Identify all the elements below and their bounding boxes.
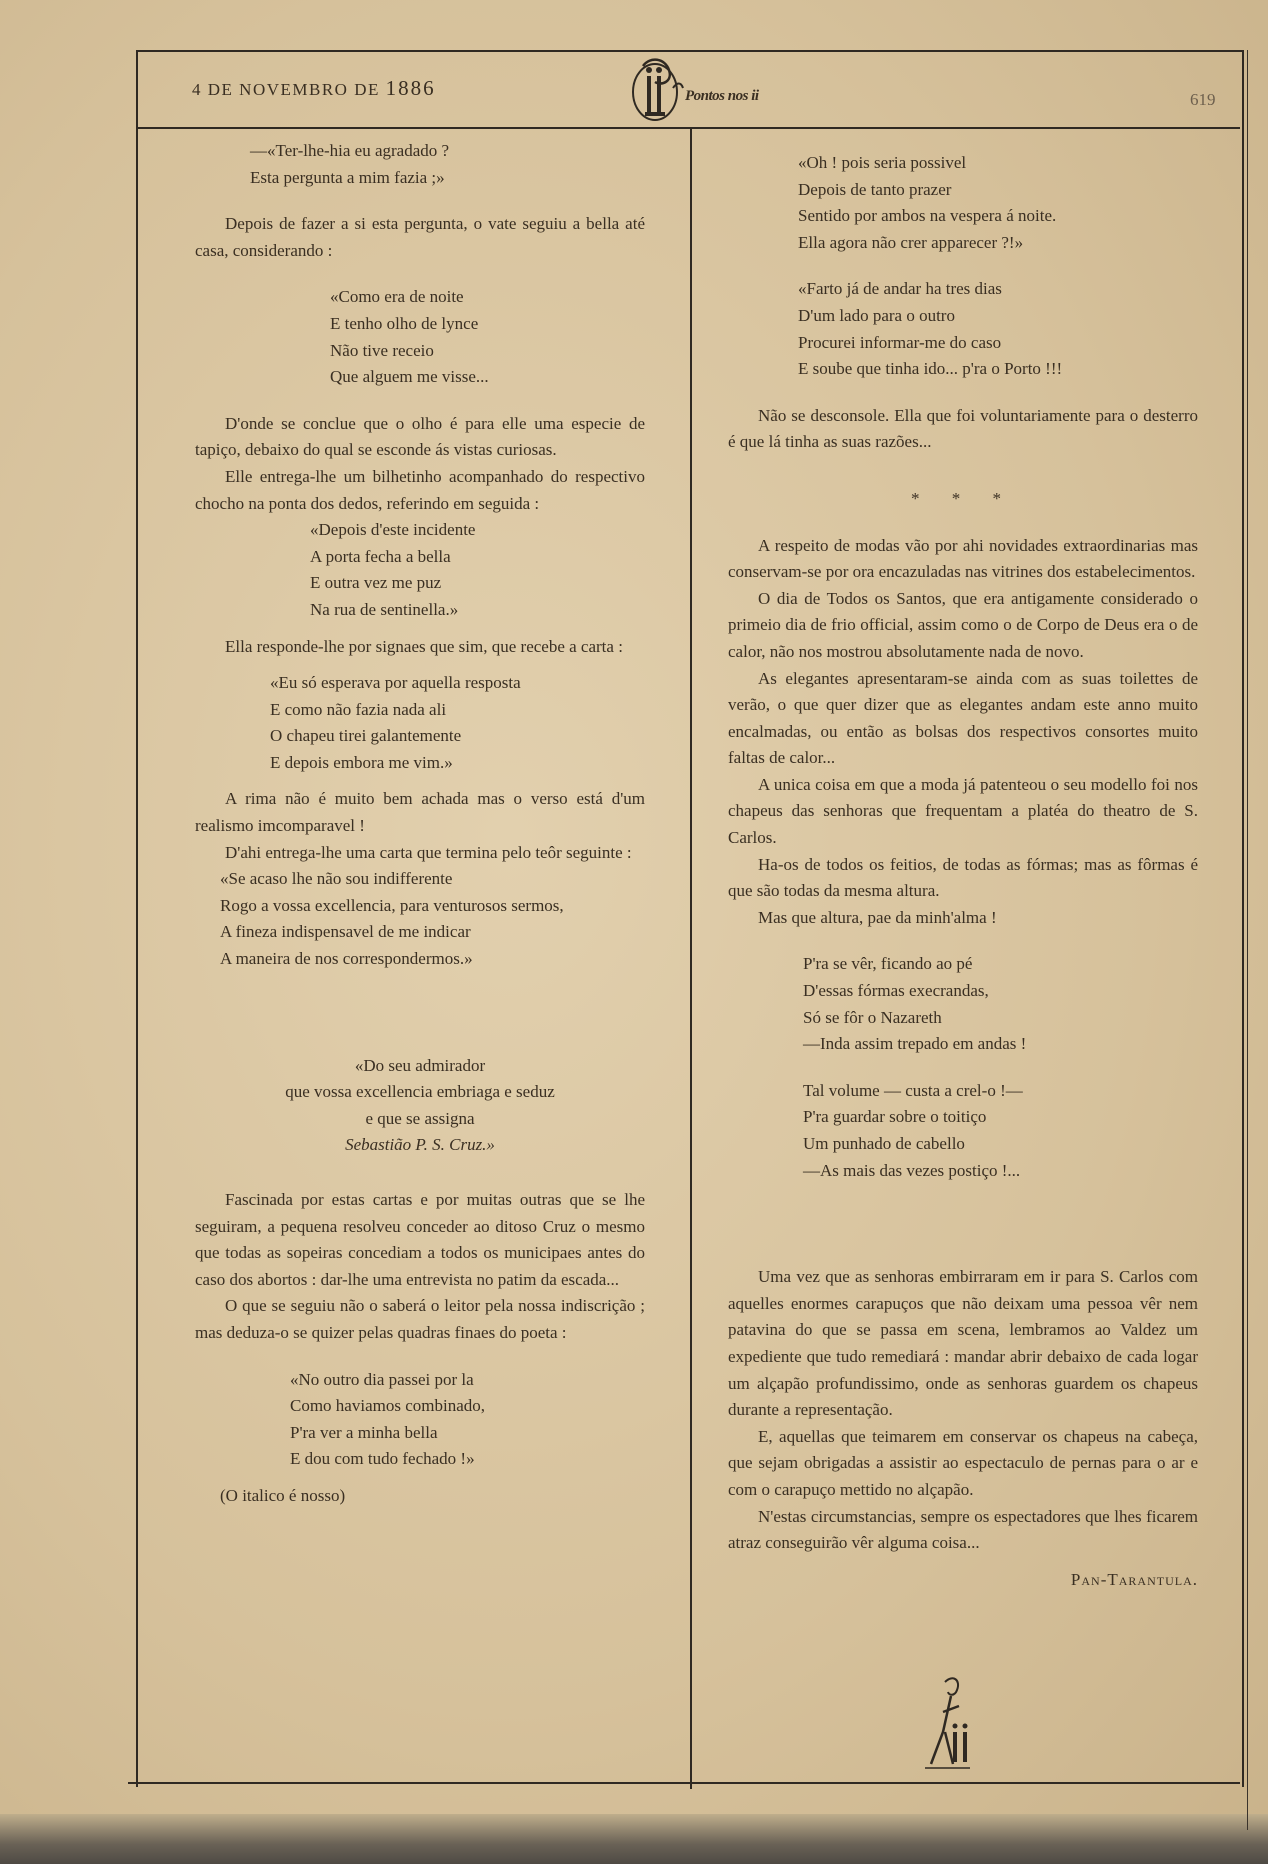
masthead-title: Pontos nos ii [685, 88, 759, 104]
footer-emblem-icon [915, 1672, 980, 1777]
paragraph: D'onde se conclue que o olho é para elle uma especie de tapiço, debaixo do qual se esconde ás vistas curiosas. [195, 413, 645, 460]
paragraph: E, aquellas que teimarem em conservar os chapeus na cabeça, que sejam obrigadas a assistir ao espectaculo de pernas para o ar e com o carapuço mettido no alçapão. [728, 1426, 1198, 1499]
verse-line: Não tive receio [330, 340, 434, 360]
verse-line: P'ra ver a minha bella [290, 1422, 438, 1442]
verse-line: «No outro dia passei por la [290, 1369, 474, 1389]
verse-line: A maneira de nos correspondermos.» [220, 949, 473, 969]
verse-line: A fineza indispensavel de me indicar [220, 922, 471, 942]
verse-line: —Inda assim trepado em andas ! [803, 1034, 1027, 1054]
verse-line: «Como era de noite [330, 287, 464, 307]
paragraph: A respeito de modas vão por ahi novidades extraordinarias mas conservam-se por ora encazuladas nas vitrines dos estabelecimentos. [728, 535, 1198, 582]
paragraph: Ella responde-lhe por signaes que sim, que recebe a carta : [225, 636, 623, 656]
author-signature: Pan-Tarantula. [1070, 1569, 1198, 1589]
verse-line: Depois de tanto prazer [798, 179, 952, 199]
verse-line: Procurei informar-me do caso [798, 332, 1002, 352]
verse-line: —As mais das vezes postiço !... [803, 1160, 1021, 1180]
date-year: 1886 [385, 76, 436, 100]
letter-signature-line: «Do seu admirador [354, 1055, 486, 1075]
paragraph: A unica coisa em que a moda já patenteou o seu modello foi nos chapeus das senhoras que frequentam a platéa do theatro de S. Carlos. [728, 774, 1198, 848]
verse-line: Um punhado de cabello [803, 1134, 965, 1153]
paragraph: A rima não é muito bem achada mas o verso está d'um realismo imcomparavel ! [195, 789, 645, 836]
paragraph: O dia de Todos os Santos, que era antigamente considerado o primeio dia de frio official, assim como o de Corpo de Deus era o de calor, não nos mostrou absolutamente nada de novo. [728, 588, 1198, 661]
page-number: 619 [1190, 90, 1216, 109]
paragraph: Mas que altura, pae da minh'alma ! [758, 907, 997, 927]
page-edge [1247, 50, 1260, 1830]
right-column [728, 150, 1198, 1593]
verse-line: Sentido por ambos na vespera á noite. [798, 206, 1057, 226]
verse-line: E outra vez me puz [310, 573, 442, 593]
verse-line: Como haviamos combinado, [290, 1396, 486, 1416]
scan-bottom-edge [0, 1814, 1268, 1864]
letter-signature-line: Sebastião P. S. Cruz.» [345, 1135, 495, 1155]
paragraph: Ha-os de todos os feitios, de todas as fórmas; mas as fôrmas é que são todas da mesma altura. [728, 854, 1198, 901]
verse-line: —«Ter-lhe-hia eu agradado ? [250, 141, 450, 160]
header-rule [136, 127, 1240, 129]
verse-line: D'um lado para o outro [798, 305, 955, 325]
paragraph: N'estas circumstancias, sempre os espectadores que lhes ficarem atraz conseguirão vêr alguma coisa... [728, 1506, 1198, 1553]
paragraph: O que se seguiu não o saberá o leitor pela nossa indiscrição ; mas deduza-o se quizer pelas quadras finaes do poeta : [195, 1296, 645, 1342]
section-separator: * * * [911, 488, 1015, 508]
verse-line: D'essas fórmas execrandas, [803, 981, 989, 1001]
verse-line: A porta fecha a bella [310, 546, 451, 566]
verse-line: E depois embora me vim.» [270, 752, 453, 772]
verse-line: «Depois d'este incidente [310, 520, 476, 540]
paragraph: Elle entrega-lhe um bilhetinho acompanhado do respectivo chocho na ponta dos dedos, referindo em seguida : [195, 466, 645, 513]
verse-line: «Eu só esperava por aquella resposta [270, 673, 521, 693]
paragraph: D'ahi entrega-lhe uma carta que termina pelo teôr seguinte : [225, 842, 632, 862]
verse-line: (O italico é nosso) [220, 1485, 346, 1505]
verse-line: E soube que tinha ido... p'ra o Porto !!! [798, 359, 1063, 379]
verse-line: P'ra se vêr, ficando ao pé [803, 954, 973, 974]
verse-line: Só se fôr o Nazareth [803, 1007, 942, 1027]
paragraph: As elegantes apresentaram-se ainda com as suas toilettes de verão, o que quer dizer que as elegantes andam este anno muito encalmadas, ou então as bolsas dos respectivos consortes muito faltas de calor... [728, 668, 1198, 768]
date-text: 4 DE NOVEMBRO DE [192, 80, 386, 99]
paragraph: Fascinada por estas cartas e por muitas outras que se lhe seguiram, a pequena resolveu conceder ao ditoso Cruz o mesmo que todas as sopeiras concediam a todos os municipaes antes do caso dos abortos : dar-lhe uma entrevista no patim da escada... [195, 1190, 645, 1289]
verse-line: «Se acaso lhe não sou indifferente [220, 869, 453, 889]
column-divider [690, 129, 692, 1789]
letter-signature-line: e que se assigna [365, 1108, 475, 1128]
verse-line: Rogo a vossa excellencia, para venturosos sermos, [220, 895, 564, 915]
issue-date [192, 76, 436, 101]
paragraph: Depois de fazer a si esta pergunta, o vate seguiu a bella até casa, considerando : [195, 214, 645, 260]
verse-line: E tenho olho de lynce [330, 313, 479, 333]
verse-line: E dou com tudo fechado !» [290, 1449, 475, 1469]
verse-line: Que alguem me visse... [330, 367, 489, 387]
paragraph: Não se desconsole. Ella que foi voluntariamente para o desterro é que lá tinha as suas razões... [728, 405, 1198, 452]
verse-line: Na rua de sentinella.» [310, 599, 459, 619]
verse-line: «Oh ! pois seria possivel [798, 153, 967, 172]
letter-signature-line: que vossa excellencia embriaga e seduz [285, 1082, 555, 1102]
verse-line: Ella agora não crer apparecer ?!» [798, 232, 1024, 252]
verse-line: «Farto já de andar ha tres dias [798, 279, 1002, 299]
verse-line: Esta pergunta a mim fazia ;» [250, 167, 445, 187]
left-column [195, 138, 645, 1510]
verse-line: O chapeu tirei galantemente [270, 726, 462, 746]
paragraph: Uma vez que as senhoras embirraram em ir para S. Carlos com aquelles enormes carapuços que não deixam uma pessoa vêr nem patavina do que se passa em scena, lembramos ao Valdez um expediente que tudo remediará : mandar abrir debaixo de cada logar um alçapão profundissimo, onde as senhoras guardem os chapeus durante a representação. [728, 1267, 1198, 1420]
bottom-rule [128, 1782, 1240, 1784]
verse-line: E como não fazia nada ali [270, 699, 447, 719]
verse-line: P'ra guardar sobre o toitiço [803, 1107, 987, 1127]
verse-line: Tal volume — custa a crel-o !— [803, 1080, 1023, 1100]
